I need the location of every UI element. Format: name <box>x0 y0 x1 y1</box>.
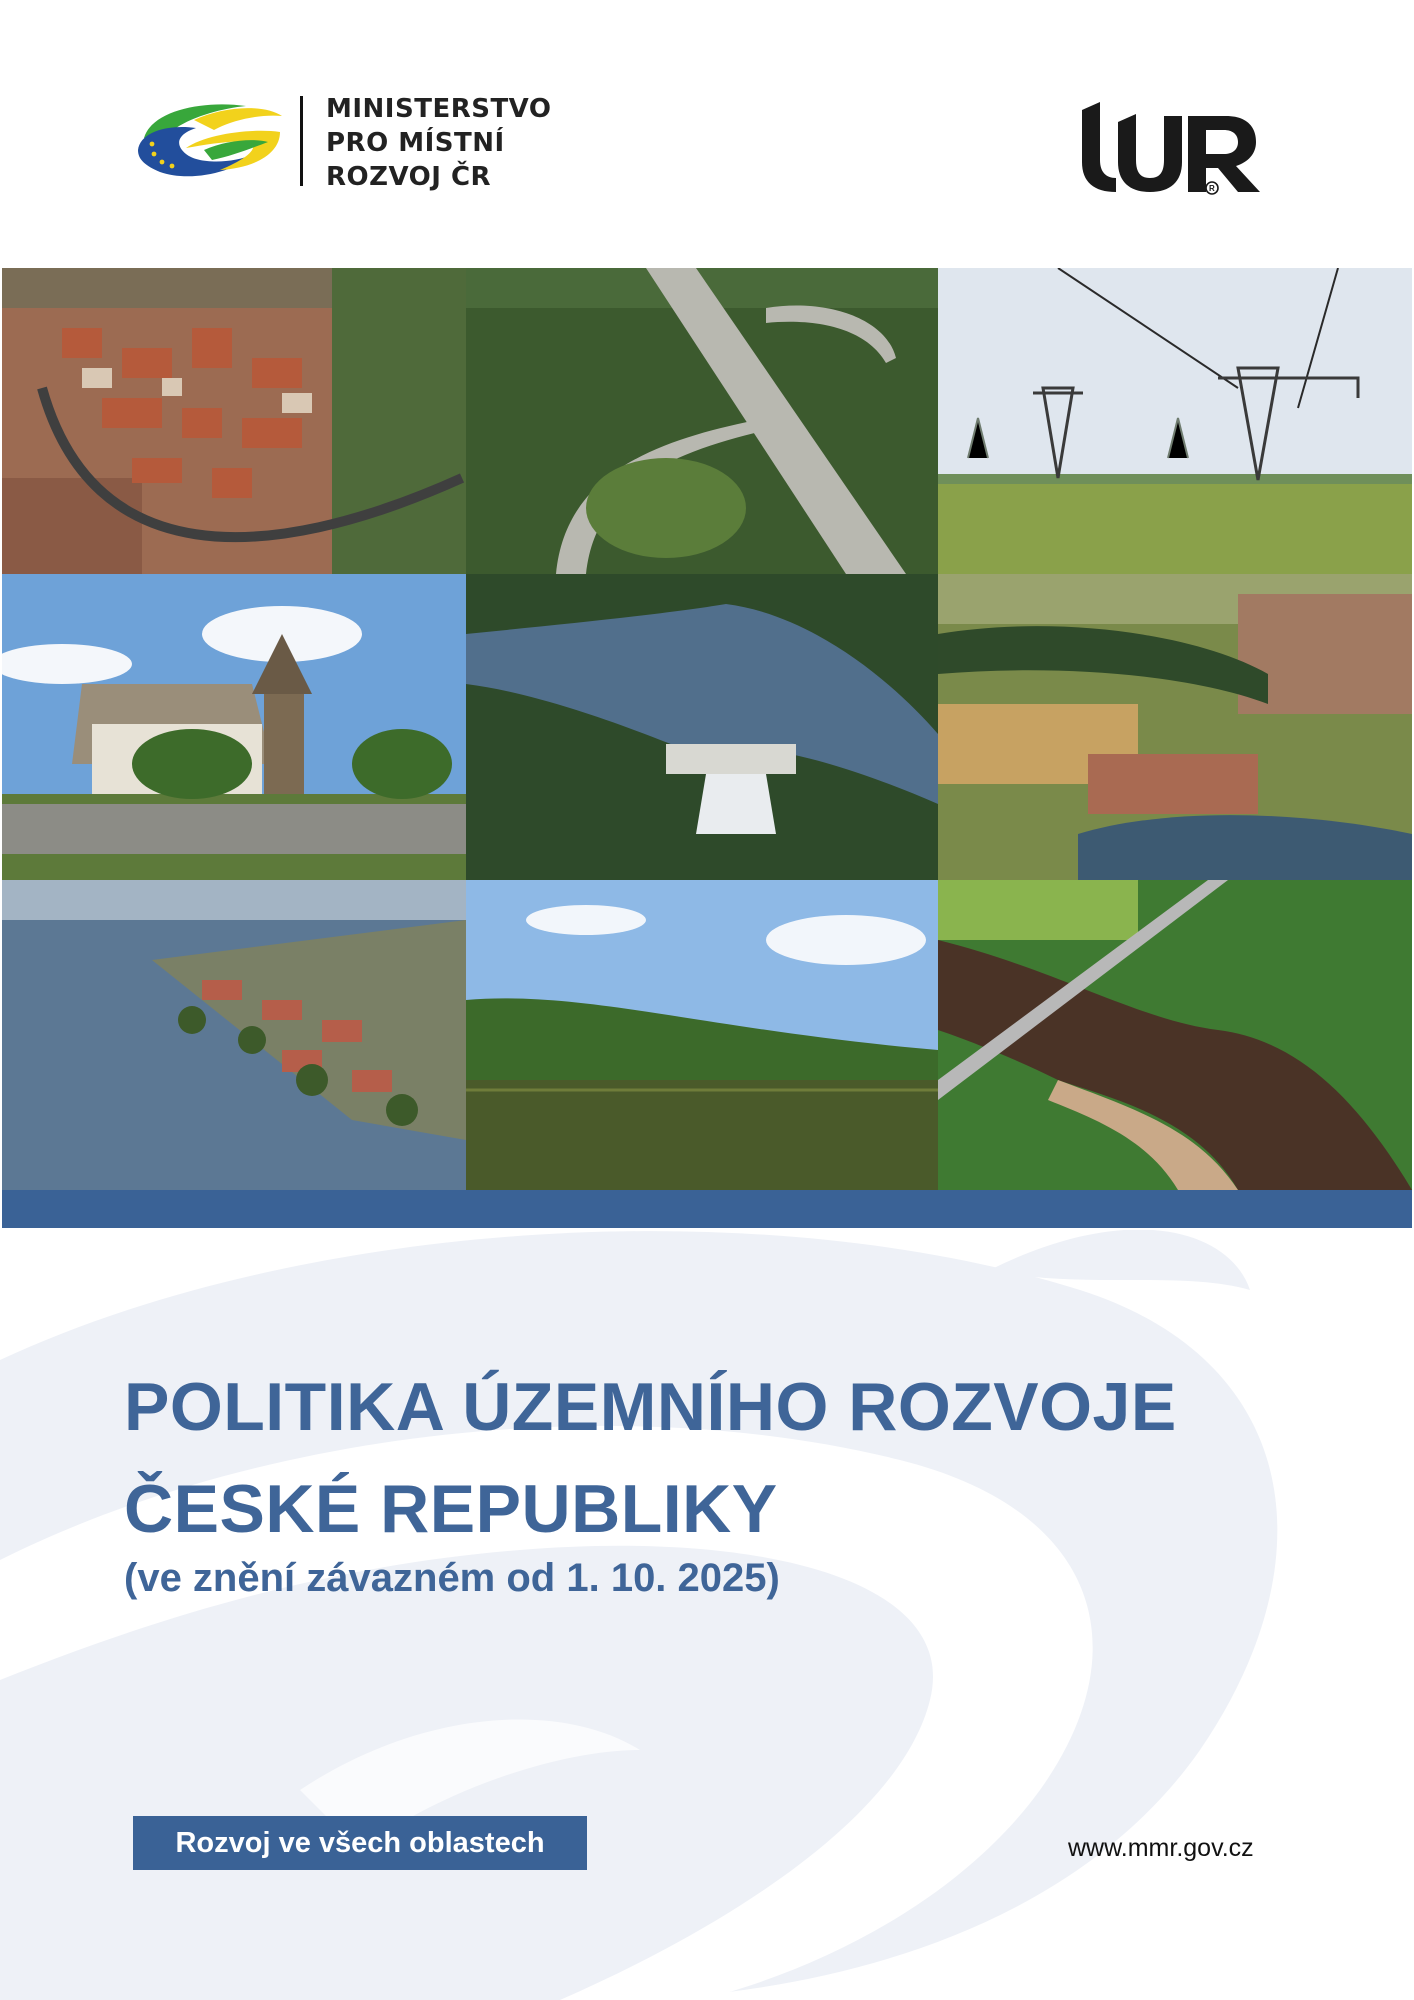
ministry-name-line-3: ROZVOJ ČR <box>326 162 492 192</box>
highway-interchange-photo-icon <box>466 268 938 574</box>
ministry-name-line-1: MINISTERSTVO <box>326 94 552 124</box>
flooded-village-photo-icon <box>2 880 466 1190</box>
footer-url: www.mmr.gov.cz <box>1068 1834 1254 1862</box>
river-valley-town-photo-icon <box>938 574 1412 880</box>
photo-grid <box>2 268 1412 1190</box>
watermark-swoosh <box>0 1230 1414 2000</box>
uur-logo-icon <box>1076 100 1274 196</box>
ministry-name-line-2: PRO MÍSTNÍ <box>326 128 505 158</box>
power-lines-photo-icon <box>938 268 1412 574</box>
logo-divider <box>300 96 303 186</box>
farmland-landscape-photo-icon <box>466 880 938 1190</box>
page-subtitle: (ve znění závazném od 1. 10. 2025) <box>124 1556 780 1600</box>
page-title <box>124 1356 1177 1560</box>
footer-label: Rozvoj ve všech oblastech <box>133 1816 587 1870</box>
ministry-name <box>326 92 551 194</box>
blue-band <box>2 1190 1412 1228</box>
dam-reservoir-photo-icon <box>466 574 938 880</box>
page-title-line-2: ČESKÉ REPUBLIKY <box>124 1471 778 1547</box>
aerial-town-photo-icon <box>2 268 466 574</box>
mmr-logo-icon <box>134 98 284 180</box>
page-title-line-1: POLITIKA ÚZEMNÍHO ROZVOJE <box>124 1369 1177 1445</box>
wooden-church-photo-icon <box>2 574 466 880</box>
svg-text:R: R <box>1209 184 1215 193</box>
river-bridge-photo-icon <box>938 880 1412 1190</box>
